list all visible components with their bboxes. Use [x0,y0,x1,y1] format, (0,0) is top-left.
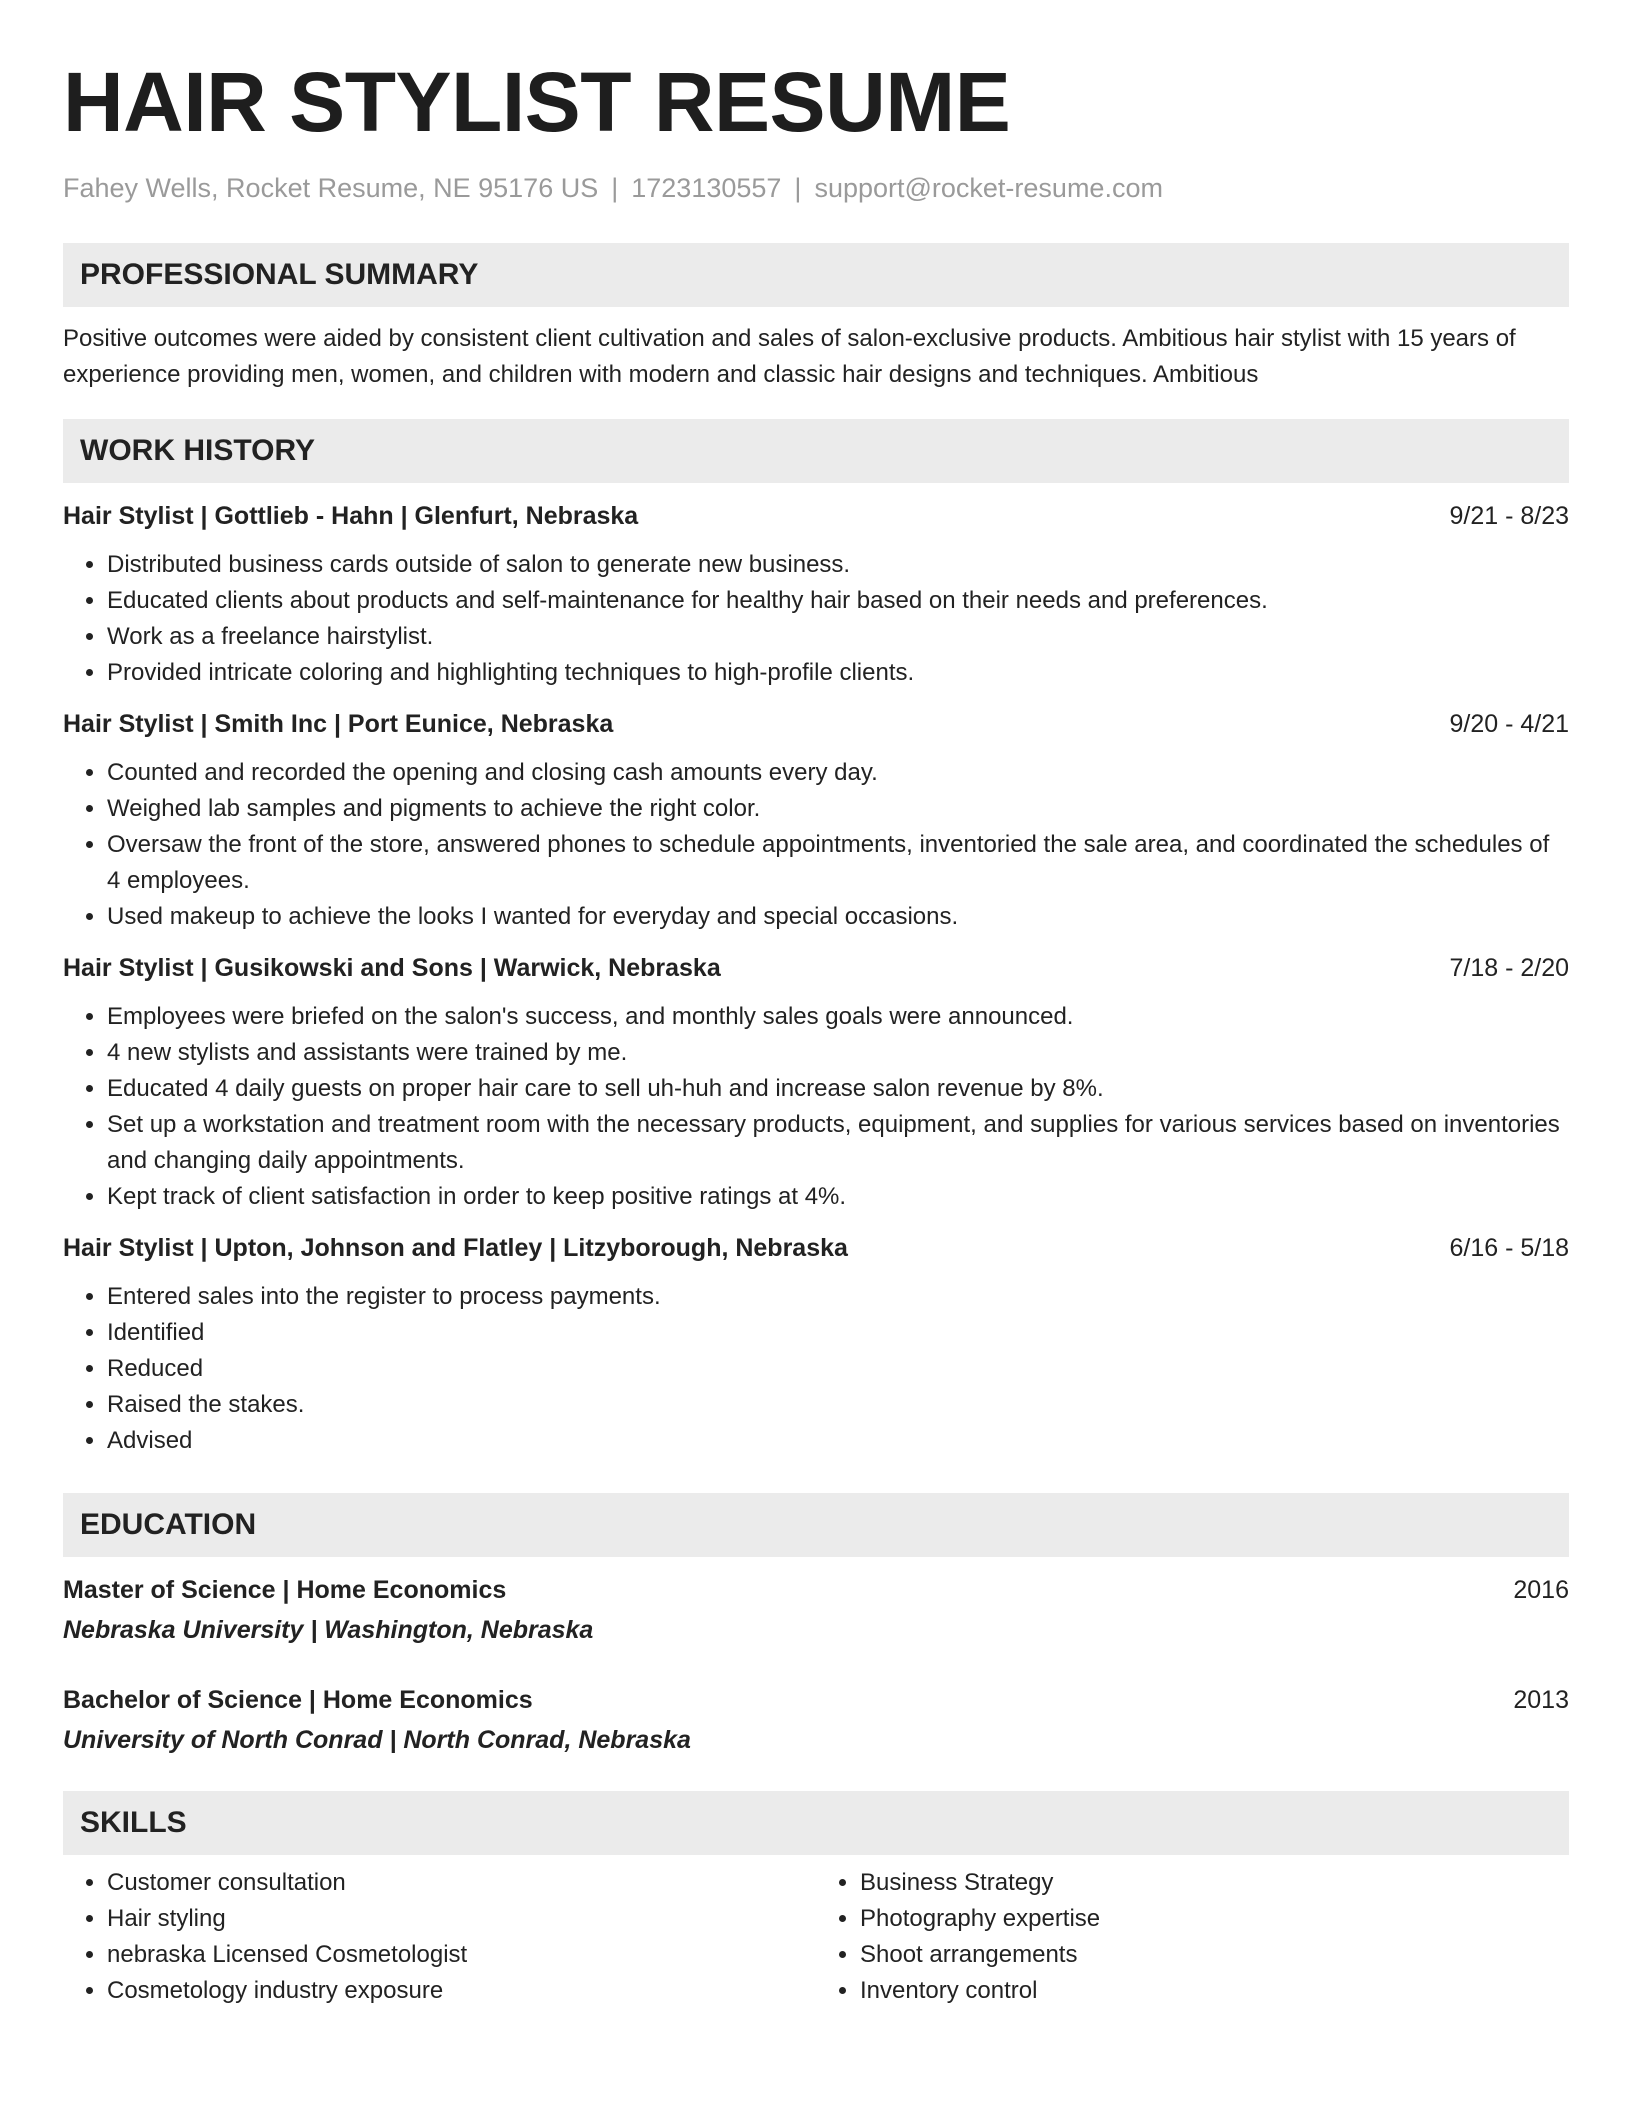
skills-columns [63,1855,1569,2009]
job-entry [63,1231,1569,1459]
skill-item: • Photography expertise [860,1901,1569,1937]
job-entry [63,707,1569,935]
job-title: Hair Stylist | Smith Inc | Port Eunice, Nebraska [63,710,614,738]
job-entry [63,951,1569,1215]
job-dates: 7/18 - 2/20 [1449,954,1569,982]
contact-separator: | [794,173,802,203]
contact-address: Fahey Wells, Rocket Resume, NE 95176 US [63,173,599,203]
list-item: • Employees were briefed on the salon's success, and monthly sales goals were announced. [107,999,1569,1035]
list-item: • Oversaw the front of the store, answered phones to schedule appointments, inventoried the sale area, and coordinated the schedules of 4 employees. [107,827,1569,899]
skill-item: • Cosmetology industry exposure [107,1973,816,2009]
skill-item: • Hair styling [107,1901,816,1937]
section-heading-education: EDUCATION [63,1493,1569,1557]
list-item: • Reduced [107,1351,1569,1387]
contact-email: support@rocket-resume.com [814,173,1163,203]
job-bullets [63,1279,1569,1459]
summary-text: Positive outcomes were aided by consistent client cultivation and sales of salon-exclusive products. Ambitious hair stylist with 15 years of experience providing men, women, and children with modern and classic hair designs and techniques. Ambitious [63,325,1516,388]
list-item: • Work as a freelance hairstylist. [107,619,1569,655]
section-heading-summary: PROFESSIONAL SUMMARY [63,243,1569,307]
skill-item: • Shoot arrangements [860,1937,1569,1973]
contact-line [63,172,1569,204]
list-item: • Identified [107,1315,1569,1351]
job-bullets [63,755,1569,935]
education-entry [63,1683,1569,1757]
contact-separator: | [611,173,619,203]
job-entry [63,499,1569,691]
job-dates: 9/20 - 4/21 [1449,710,1569,738]
job-title: Hair Stylist | Upton, Johnson and Flatley | Litzyborough, Nebraska [63,1234,848,1262]
list-item: • Educated clients about products and self-maintenance for healthy hair based on their needs and preferences. [107,583,1569,619]
education-year: 2016 [1513,1576,1569,1604]
job-title: Hair Stylist | Gusikowski and Sons | Warwick, Nebraska [63,954,721,982]
education-degree: Bachelor of Science | Home Economics [63,1686,533,1714]
education-degree: Master of Science | Home Economics [63,1576,507,1604]
job-dates: 6/16 - 5/18 [1449,1234,1569,1262]
list-item: • Weighed lab samples and pigments to achieve the right color. [107,791,1569,827]
skills-list-left [63,1865,816,2009]
education-year: 2013 [1513,1686,1569,1714]
list-item: • Provided intricate coloring and highlighting techniques to high-profile clients. [107,655,1569,691]
list-item: • Raised the stakes. [107,1387,1569,1423]
list-item: • Educated 4 daily guests on proper hair care to sell uh-huh and increase salon revenue by 8%. [107,1071,1569,1107]
list-item: • 4 new stylists and assistants were trained by me. [107,1035,1569,1071]
skill-item: • Customer consultation [107,1865,816,1901]
job-header [63,707,1569,741]
job-header [63,951,1569,985]
job-header [63,1231,1569,1265]
job-bullets [63,547,1569,691]
skill-item: • Business Strategy [860,1865,1569,1901]
job-dates: 9/21 - 8/23 [1449,502,1569,530]
resume-title: HAIR STYLIST RESUME [63,55,1011,149]
list-item: • Kept track of client satisfaction in order to keep positive ratings at 4%. [107,1179,1569,1215]
skill-item: • nebraska Licensed Cosmetologist [107,1937,816,1973]
list-item: • Entered sales into the register to process payments. [107,1279,1569,1315]
list-item: • Advised [107,1423,1569,1459]
contact-phone: 1723130557 [631,173,782,203]
skills-list-right [816,1865,1569,2009]
list-item: • Set up a workstation and treatment room with the necessary products, equipment, and supplies for various services based on inventories and changing daily appointments. [107,1107,1569,1179]
list-item: • Used makeup to achieve the looks I wanted for everyday and special occasions. [107,899,1569,935]
education-header [63,1573,1569,1607]
list-item: • Counted and recorded the opening and closing cash amounts every day. [107,755,1569,791]
job-header [63,499,1569,533]
education-header [63,1683,1569,1717]
section-heading-work-history: WORK HISTORY [63,419,1569,483]
skill-item: • Inventory control [860,1973,1569,2009]
job-title: Hair Stylist | Gottlieb - Hahn | Glenfurt, Nebraska [63,502,639,530]
section-heading-skills: SKILLS [63,1791,1569,1855]
education-entry [63,1573,1569,1647]
education-school: Nebraska University | Washington, Nebraska [63,1616,594,1644]
list-item: • Distributed business cards outside of salon to generate new business. [107,547,1569,583]
education-school: University of North Conrad | North Conrad, Nebraska [63,1726,691,1754]
job-bullets [63,999,1569,1215]
